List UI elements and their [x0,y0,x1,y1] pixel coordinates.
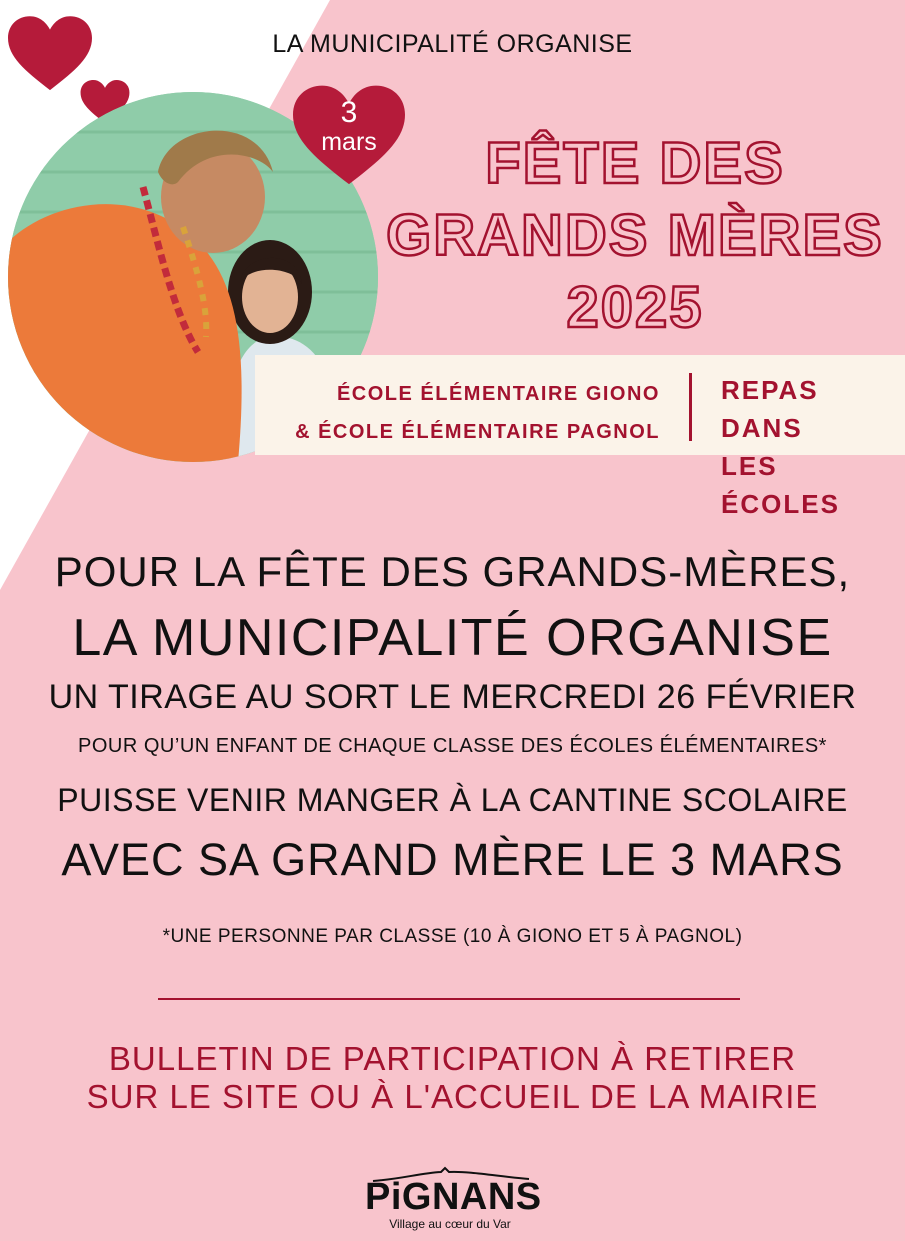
mountain-icon [371,1165,531,1183]
school-pagnol: & ÉCOLE ÉLÉMENTAIRE PAGNOL [295,421,660,443]
pignans-logo [365,1165,542,1231]
logo-tagline: Village au cœur du Var [389,1217,511,1231]
event-type [721,371,905,523]
body-line-1: POUR LA FÊTE DES GRANDS-MÈRES, [54,548,851,595]
body-line-3: UN TIRAGE AU SORT LE MERCREDI 26 FÉVRIER [48,678,857,716]
school-giono: ÉCOLE ÉLÉMENTAIRE GIONO [336,383,660,405]
body-line-2: LA MUNICIPALITÉ ORGANISE [72,609,833,667]
body-line-6: AVEC SA GRAND MÈRE LE 3 MARS [61,834,844,885]
event-title-line2: GRANDS MÈRES [386,203,884,268]
bulletin-line-2: SUR LE SITE OU À L'ACCUEIL DE LA MAIRIE [86,1078,819,1115]
event-title-line1: FÊTE DES [485,131,785,196]
schools-list [295,375,660,451]
body-line-4: POUR QU’UN ENFANT DE CHAQUE CLASSE DES ÉCOLES ÉLÉMENTAIRES* [78,735,827,757]
bulletin-line-1: BULLETIN DE PARTICIPATION À RETIRER [108,1040,797,1077]
date-day: 3 [340,96,358,129]
footnote: *UNE PERSONNE PAR CLASSE (10 À GIONO ET 5 À PAGNOL) [162,926,743,947]
bulletin-notice [0,1040,905,1116]
date-month: mars [321,128,377,156]
info-band [255,355,905,519]
event-type-line2: LES ÉCOLES [721,451,840,519]
divider-rule [158,998,740,1000]
organizer-heading: LA MUNICIPALITÉ ORGANISE [272,30,633,58]
event-type-line1: REPAS DANS [721,375,819,443]
event-title-line3: 2025 [566,275,704,340]
logo-name: PiGNANS [365,1176,542,1218]
band-divider [689,373,692,441]
event-title [375,128,895,344]
body-line-5: PUISSE VENIR MANGER À LA CANTINE SCOLAIRE [57,782,848,818]
